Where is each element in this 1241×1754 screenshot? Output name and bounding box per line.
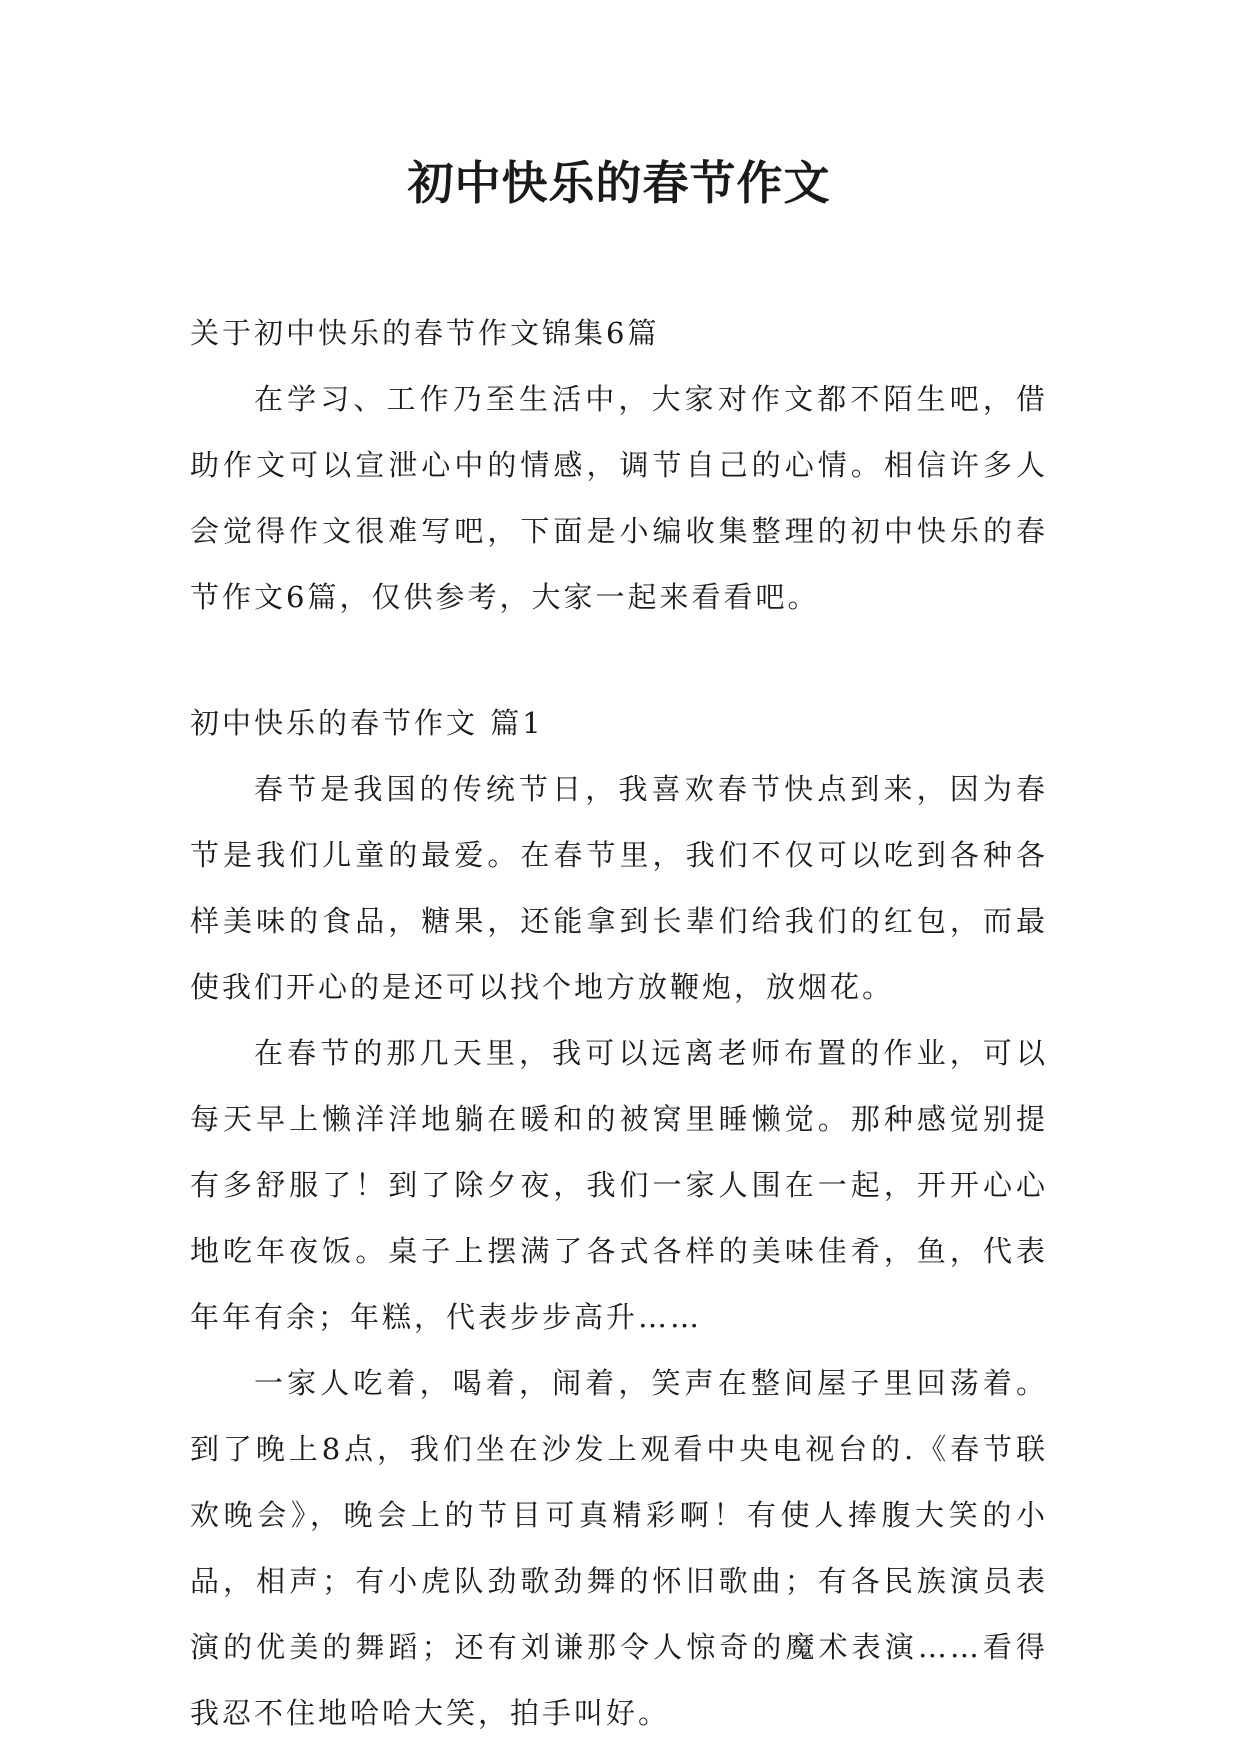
section-heading: 初中快乐的春节作文 篇1 — [190, 706, 544, 740]
body-paragraph: 在春节的那几天里，我可以远离老师布置的作业，可以每天早上懒洋洋地躺在暖和的被窝里睡懒觉。那种感觉别提有多舒服了！到了除夕夜，我们一家人围在一起，开开心心地吃年夜饭。桌子上摆满了各式各样的美味佳肴，鱼，代表年年有余；年糕，代表步步高升…… — [190, 1036, 1048, 1334]
document-page — [190, 0, 1048, 1746]
document-title: 初中快乐的春节作文 — [407, 156, 831, 210]
body-paragraph: 一家人吃着，喝着，闹着，笑声在整间屋子里回荡着。到了晚上8点，我们坐在沙发上观看中央电视台的.《春节联欢晚会》，晚会上的节目可真精彩啊！有使人捧腹大笑的小品，相声；有小虎队劲歌劲舞的怀旧歌曲；有各民族演员表演的优美的舞蹈；还有刘谦那令人惊奇的魔术表演……看得我忍不住地哈哈大笑，拍手叫好。 — [190, 1366, 1048, 1730]
body-paragraph: 春节是我国的传统节日，我喜欢春节快点到来，因为春节是我们儿童的最爱。在春节里，我们不仅可以吃到各种各样美味的食品，糖果，还能拿到长辈们给我们的红包，而最使我们开心的是还可以找个地方放鞭炮，放烟花。 — [190, 772, 1048, 1004]
document-subtitle: 关于初中快乐的春节作文锦集6篇 — [190, 316, 660, 350]
intro-paragraph: 在学习、工作乃至生活中，大家对作文都不陌生吧，借助作文可以宣泄心中的情感，调节自己的心情。相信许多人会觉得作文很难写吧，下面是小编收集整理的初中快乐的春节作文6篇，仅供参考，大家一起来看看吧。 — [190, 382, 1048, 614]
